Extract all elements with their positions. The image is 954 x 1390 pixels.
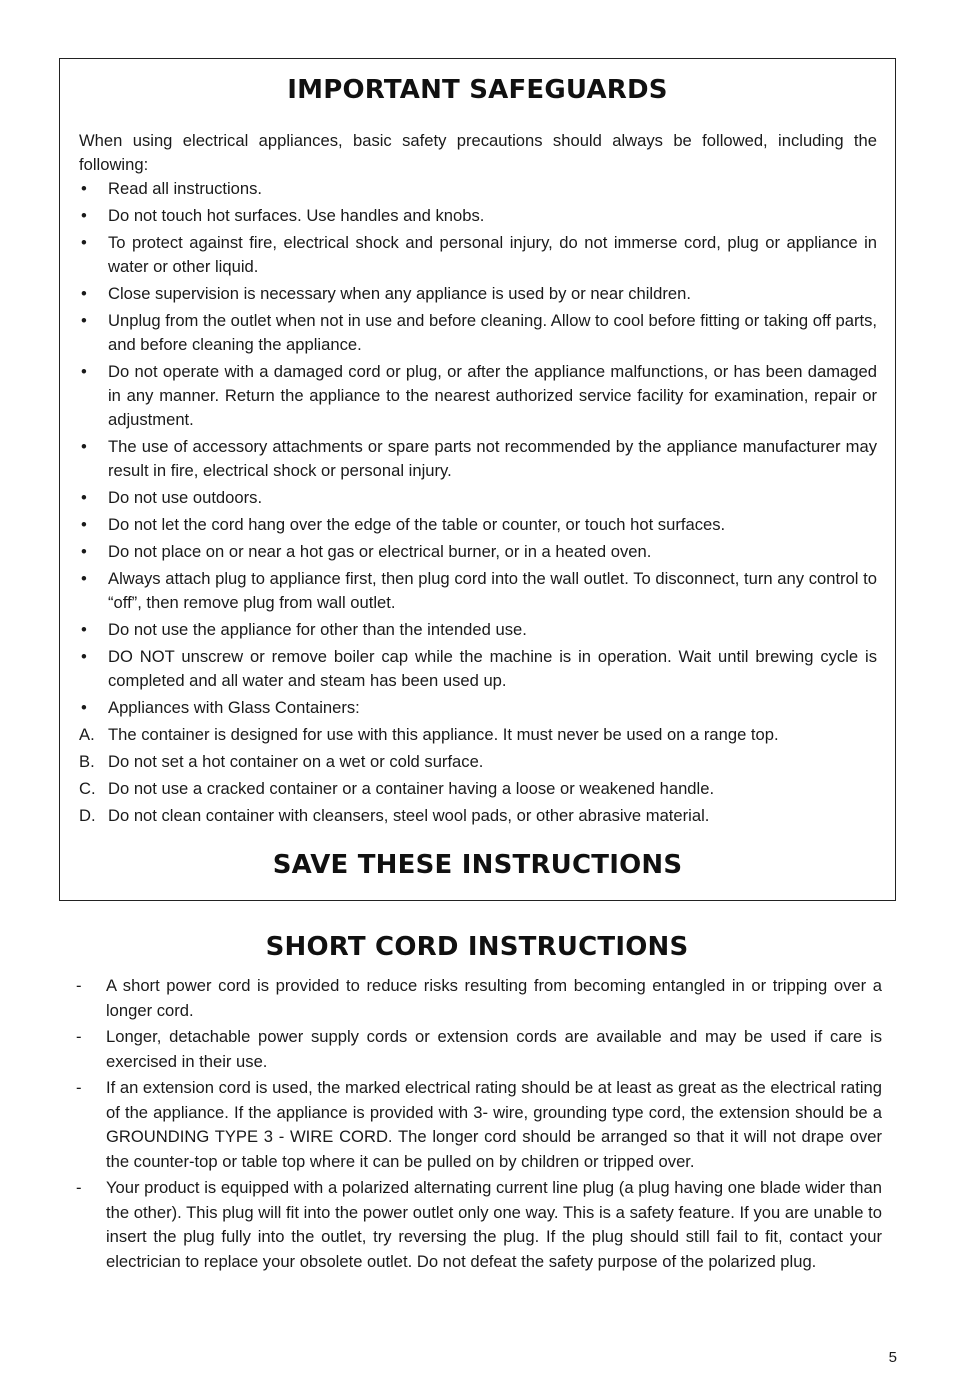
safeguard-item [79, 360, 877, 432]
page-number: 5 [888, 1349, 897, 1366]
list-marker: • [81, 488, 87, 507]
list-item-text: Close supervision is necessary when any appliance is used by or near children. [108, 284, 691, 303]
list-item-text: Do not use outdoors. [108, 488, 263, 507]
cord-instruction-item [75, 1025, 882, 1074]
safeguards-list [79, 177, 877, 831]
cord-instruction-item [75, 1076, 882, 1174]
list-item-text: Always attach plug to appliance first, then plug cord into the wall outlet. To disconnect, turn any control to “off”, then remove plug from wall outlet. [108, 569, 877, 612]
list-item-text: DO NOT unscrew or remove boiler cap while the machine is in operation. Wait until brewing cycle is completed and all water and steam has been used up. [108, 647, 877, 690]
list-item-text: Longer, detachable power supply cords or extension cords are available and may be used if care is exercised in their use. [106, 1027, 882, 1071]
list-item-text: The container is designed for use with this appliance. It must never be used on a range top. [108, 725, 779, 744]
safeguard-item [79, 723, 877, 747]
safeguard-item [79, 177, 877, 201]
safeguard-item [79, 513, 877, 537]
safeguards-intro: When using electrical appliances, basic safety precautions should always be followed, including the following: [79, 131, 877, 174]
list-marker: B. [79, 752, 95, 771]
safeguard-item [79, 567, 877, 615]
short-cord-list [75, 974, 882, 1276]
list-item-text: Read all instructions. [108, 179, 263, 198]
list-marker: • [81, 437, 87, 456]
list-marker: • [81, 284, 87, 303]
list-marker: • [81, 515, 87, 534]
list-item-text: To protect against fire, electrical shock and personal injury, do not immerse cord, plug or appliance in water or other liquid. [108, 233, 877, 276]
list-item-text: Do not let the cord hang over the edge of the table or counter, or touch hot surfaces. [108, 515, 726, 534]
list-marker: • [81, 233, 87, 252]
safeguard-item [79, 696, 877, 720]
safeguard-item [79, 618, 877, 642]
list-item-text: Do not touch hot surfaces. Use handles and knobs. [108, 206, 485, 225]
list-item-text: Appliances with Glass Containers: [108, 698, 360, 717]
list-marker: • [81, 362, 87, 381]
list-marker: • [81, 647, 87, 666]
list-item-text: Your product is equipped with a polarized alternating current line plug (a plug having one blade wider than the other). This plug will fit into the power outlet only one way. This is a safety feature. If you are unable to insert the plug fully into the outlet, try reversing the plug. If the plug should still fail to fit, contact your electrician to replace your obsolete outlet. Do not defeat the safety purpose of the polarized plug. [106, 1178, 882, 1271]
list-item-text: If an extension cord is used, the marked electrical rating should be at least as great as the electrical rating of the appliance. If the appliance is provided with 3- wire, grounding type cord, the extension should be a GROUNDING TYPE 3 - WIRE CORD. The longer cord should be arranged so that it will not drape over the counter-top or table top where it can be pulled on by children or tripped over. [106, 1078, 882, 1171]
list-item-text: Do not use a cracked container or a container having a loose or weakened handle. [108, 779, 715, 798]
safeguard-item [79, 750, 877, 774]
safeguard-item [79, 645, 877, 693]
safeguard-item [79, 435, 877, 483]
list-marker: - [76, 1078, 82, 1097]
safeguard-item [79, 204, 877, 228]
safeguard-item [79, 804, 877, 828]
short-cord-title: SHORT CORD INSTRUCTIONS [265, 932, 689, 962]
list-marker: C. [79, 779, 96, 798]
list-marker: - [76, 1027, 82, 1046]
list-item-text: The use of accessory attachments or spare parts not recommended by the appliance manufacturer may result in fire, electrical shock or personal injury. [108, 437, 877, 480]
list-marker: • [81, 206, 87, 225]
list-item-text: Do not use the appliance for other than the intended use. [108, 620, 527, 639]
list-marker: D. [79, 806, 96, 825]
list-item-text: Do not operate with a damaged cord or plug, or after the appliance malfunctions, or has been damaged in any manner. Return the appliance to the nearest authorized service facility for examination, repair or adjustment. [108, 362, 877, 429]
save-instructions-heading: SAVE THESE INSTRUCTIONS [272, 850, 683, 880]
safeguard-item [79, 486, 877, 510]
list-item-text: Do not set a hot container on a wet or cold surface. [108, 752, 484, 771]
safeguard-item [79, 282, 877, 306]
list-item-text: Do not place on or near a hot gas or electrical burner, or in a heated oven. [108, 542, 652, 561]
list-marker: • [81, 542, 87, 561]
list-item-text: Unplug from the outlet when not in use and before cleaning. Allow to cool before fitting or taking off parts, and before cleaning the appliance. [108, 311, 878, 354]
safeguards-box [59, 58, 896, 901]
cord-instruction-item [75, 974, 882, 1023]
list-marker: • [81, 311, 87, 330]
list-item-text: Do not clean container with cleansers, steel wool pads, or other abrasive material. [108, 806, 710, 825]
safeguard-item [79, 540, 877, 564]
list-marker: • [81, 179, 87, 198]
list-marker: • [81, 620, 87, 639]
safeguards-title: IMPORTANT SAFEGUARDS [287, 75, 668, 105]
list-marker: - [76, 1178, 82, 1197]
safeguard-item [79, 777, 877, 801]
list-marker: • [81, 569, 87, 588]
safeguard-item [79, 309, 877, 357]
safeguard-item [79, 231, 877, 279]
list-marker: A. [79, 725, 95, 744]
cord-instruction-item [75, 1176, 882, 1274]
list-marker: - [76, 976, 82, 995]
list-marker: • [81, 698, 87, 717]
list-item-text: A short power cord is provided to reduce risks resulting from becoming entangled in or tripping over a longer cord. [106, 976, 882, 1020]
